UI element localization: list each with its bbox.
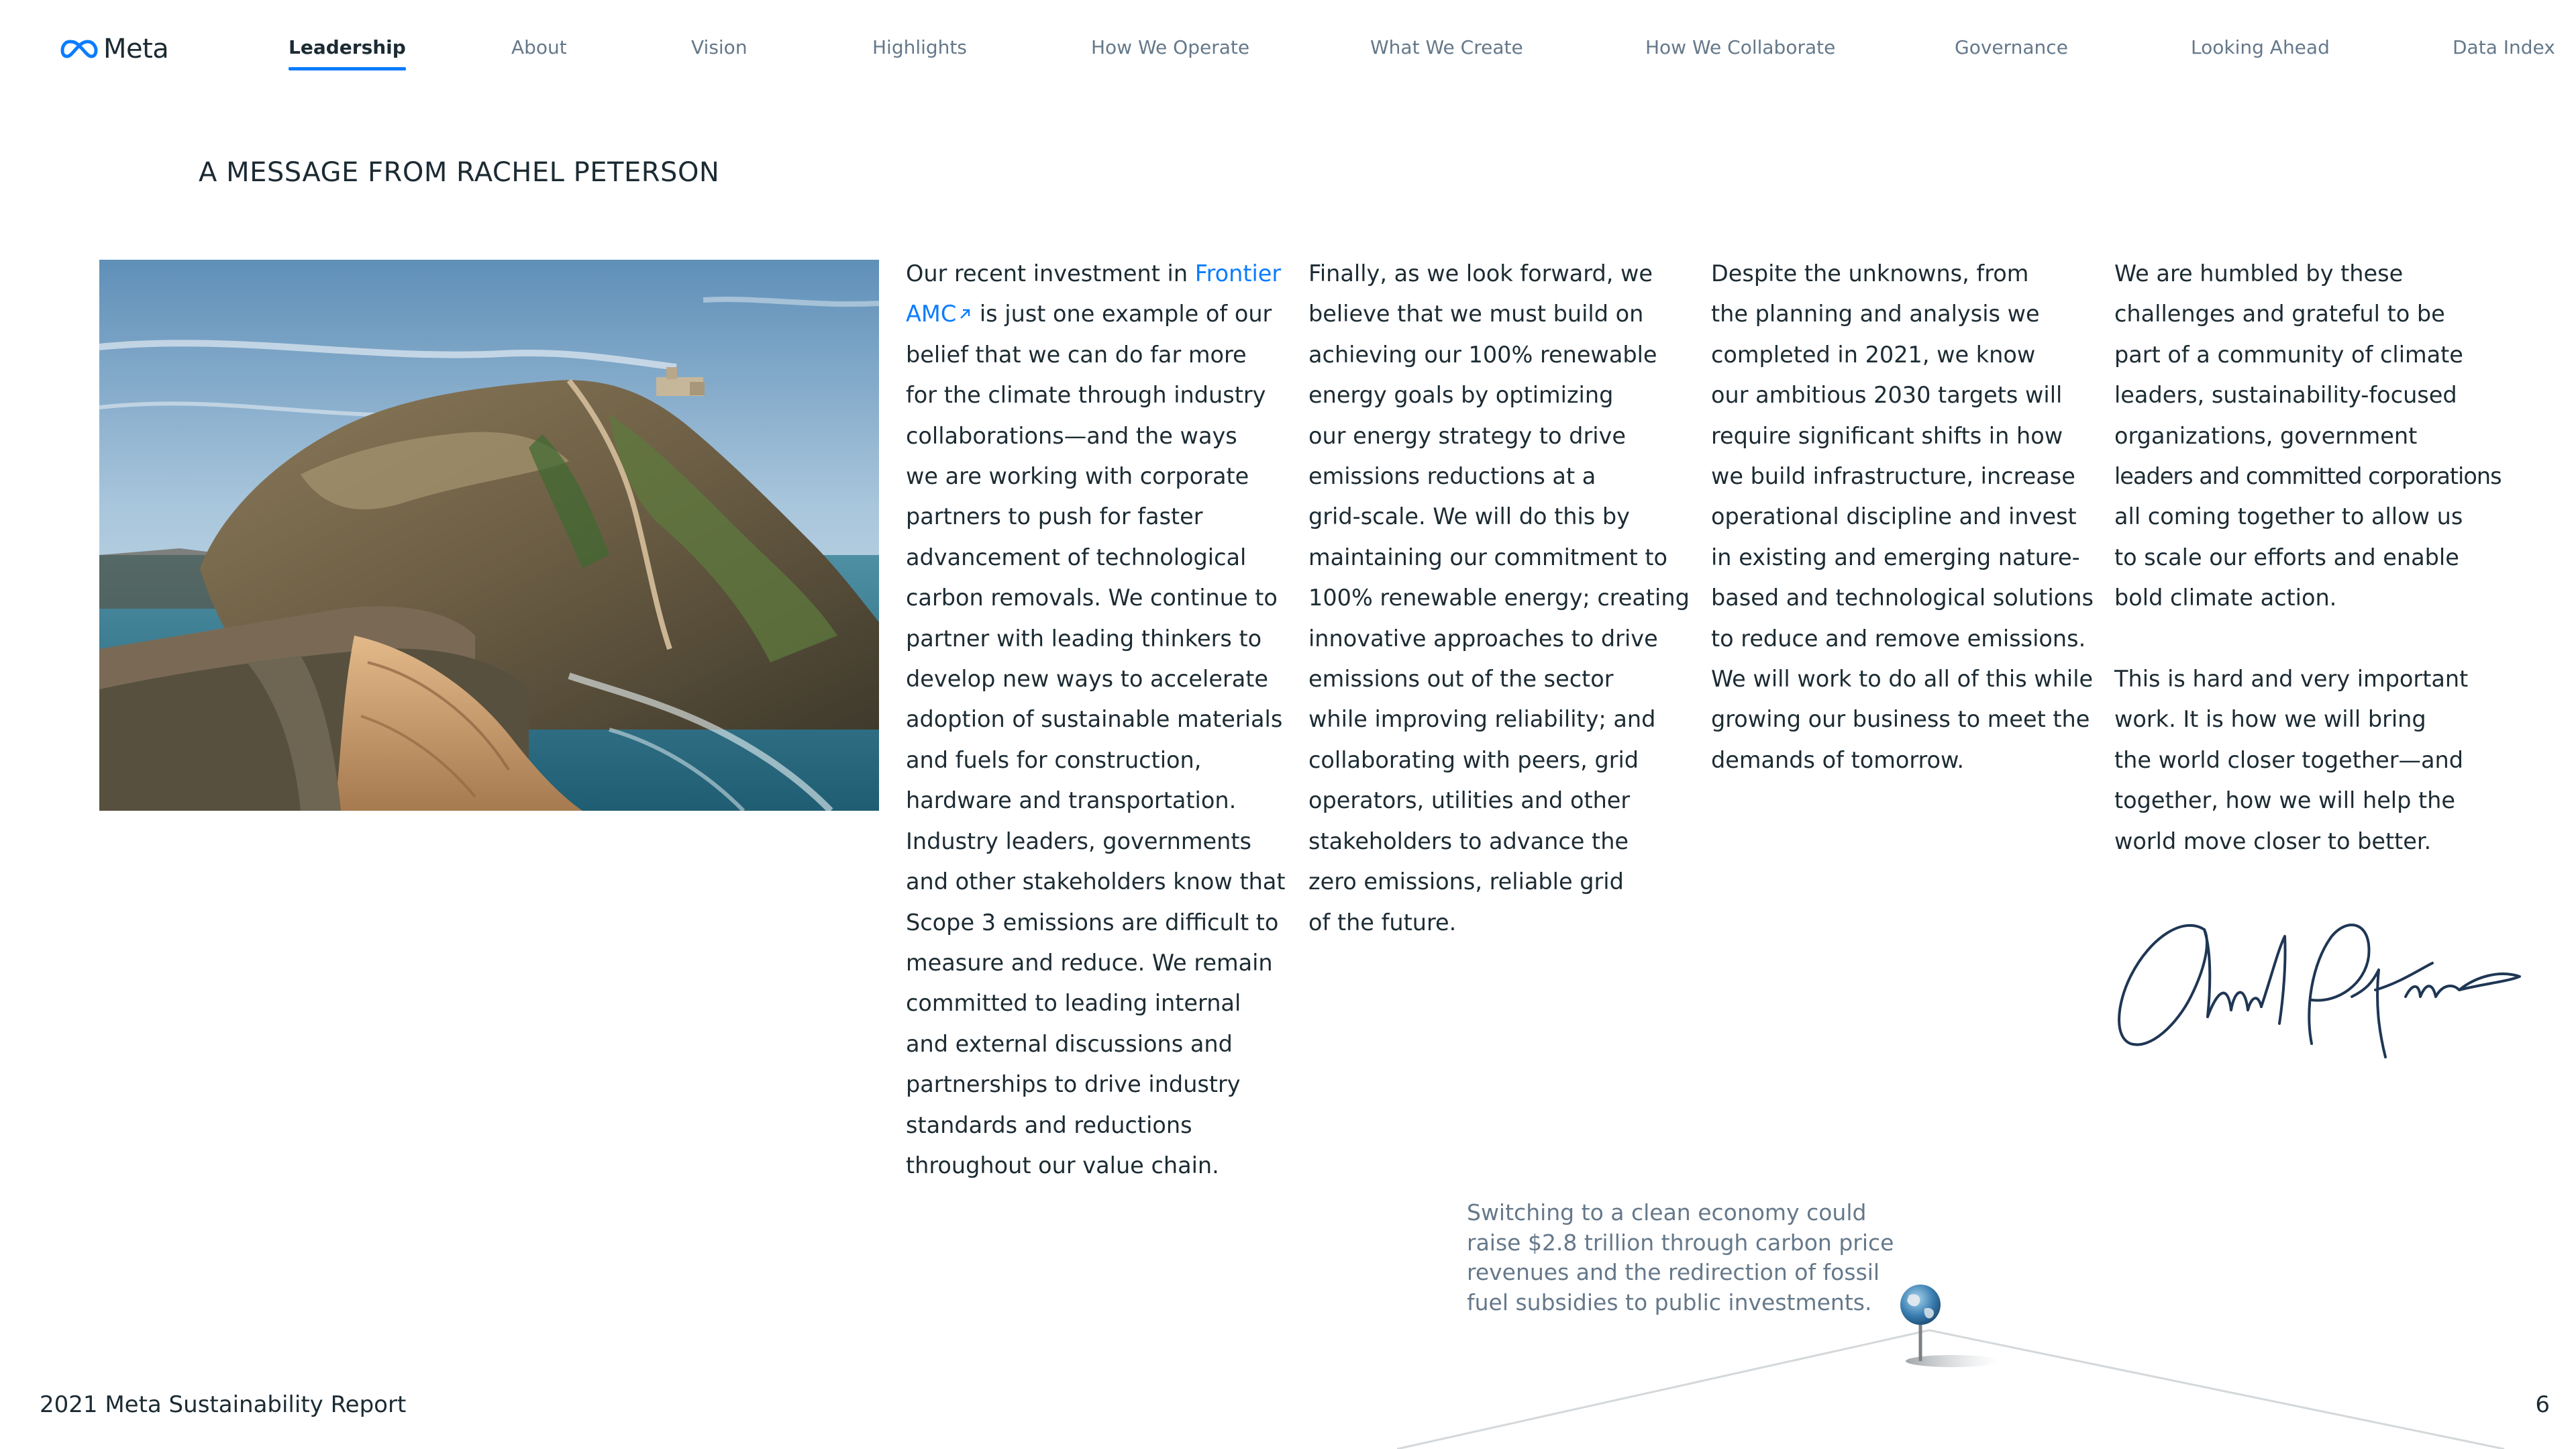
body-column-4 bbox=[2114, 254, 2502, 862]
text-line: organizations, government bbox=[2114, 422, 2418, 449]
nav-item-how-we-operate[interactable] bbox=[1091, 36, 1249, 58]
page-number: 6 bbox=[2535, 1391, 2550, 1418]
text-line: advancement of technological bbox=[906, 544, 1247, 570]
text-line: while improving reliability; and bbox=[1308, 706, 1656, 733]
nav-item-what-we-create[interactable] bbox=[1370, 36, 1523, 58]
frontier-link[interactable]: Frontier bbox=[1194, 260, 1282, 287]
nav-item-highlights[interactable] bbox=[872, 36, 967, 58]
text-line: bold climate action. bbox=[2114, 585, 2337, 611]
text-line: partner with leading thinkers to bbox=[906, 625, 1262, 652]
body-column-2 bbox=[1308, 254, 1690, 943]
text-line: innovative approaches to drive bbox=[1308, 625, 1658, 652]
nav-label: About bbox=[511, 36, 567, 58]
text-line: Industry leaders, governments bbox=[906, 828, 1251, 854]
callout-line: Switching to a clean economy could bbox=[1467, 1199, 1867, 1226]
text-line: for the climate through industry bbox=[906, 382, 1266, 409]
nav-label: How We Collaborate bbox=[1645, 36, 1836, 58]
nav-item-governance[interactable] bbox=[1955, 36, 2068, 58]
external-link-arrow-icon bbox=[958, 307, 972, 321]
text-line: Finally, as we look forward, we bbox=[1308, 260, 1653, 287]
callout-line: raise $2.8 trillion through carbon price bbox=[1467, 1229, 1894, 1256]
text-line: require significant shifts in how bbox=[1711, 422, 2063, 449]
text-line: This is hard and very important bbox=[2114, 666, 2469, 693]
body-column-3 bbox=[1711, 254, 2094, 781]
nav-label: Vision bbox=[691, 36, 748, 58]
text-line: throughout our value chain. bbox=[906, 1152, 1219, 1179]
text-line: measure and reduce. We remain bbox=[906, 949, 1273, 976]
text-line: together, how we will help the bbox=[2114, 787, 2455, 814]
nav-label: Highlights bbox=[872, 36, 967, 58]
text-line: based and technological solutions bbox=[1711, 585, 2094, 611]
nav-item-about[interactable] bbox=[511, 36, 567, 58]
text-line: leaders and committed corporations bbox=[2114, 463, 2502, 490]
footer-report-title: 2021 Meta Sustainability Report bbox=[40, 1391, 407, 1418]
globe-pin-icon bbox=[1382, 1262, 2550, 1449]
text-line: growing our business to meet the bbox=[1711, 706, 2090, 733]
text-line: part of a community of climate bbox=[2114, 341, 2463, 368]
nav-item-vision[interactable] bbox=[691, 36, 748, 58]
photo-illustration bbox=[99, 260, 879, 811]
text-line: believe that we must build on bbox=[1308, 301, 1644, 328]
text-line: We will work to do all of this while bbox=[1711, 666, 2094, 693]
text-line: leaders, sustainability-focused bbox=[2114, 382, 2457, 409]
text-line: committed to leading internal bbox=[906, 990, 1241, 1017]
text-line: partnerships to drive industry bbox=[906, 1071, 1241, 1098]
text-line: carbon removals. We continue to bbox=[906, 585, 1278, 611]
text-line: our energy strategy to drive bbox=[1308, 422, 1626, 449]
text-line: our ambitious 2030 targets will bbox=[1711, 382, 2063, 409]
text-line: adoption of sustainable materials bbox=[906, 706, 1283, 733]
nav-label: What We Create bbox=[1370, 36, 1523, 58]
text-line: develop new ways to accelerate bbox=[906, 666, 1268, 693]
text-line: emissions out of the sector bbox=[1308, 666, 1614, 693]
text-line: partners to push for faster bbox=[906, 503, 1203, 530]
text-line: challenges and grateful to be bbox=[2114, 301, 2445, 328]
text-line: in existing and emerging nature- bbox=[1711, 544, 2080, 570]
text-segment: is just one example of our bbox=[979, 301, 1272, 328]
amc-link[interactable] bbox=[906, 301, 972, 327]
text-line: achieving our 100% renewable bbox=[1308, 341, 1657, 368]
text-line: emissions reductions at a bbox=[1308, 463, 1596, 490]
text-segment: Our recent investment in bbox=[906, 260, 1188, 287]
text-line: to scale our efforts and enable bbox=[2114, 544, 2459, 570]
callout-line: fuel subsidies to public investments. bbox=[1467, 1289, 1872, 1315]
text-line: world move closer to better. bbox=[2114, 828, 2432, 854]
text-line: Despite the unknowns, from bbox=[1711, 260, 2029, 287]
nav-item-data-index[interactable] bbox=[2453, 36, 2555, 58]
text-line: the world closer together—and bbox=[2114, 746, 2464, 773]
nav-item-how-we-collaborate[interactable] bbox=[1645, 36, 1835, 58]
nav-item-looking-ahead[interactable] bbox=[2191, 36, 2330, 58]
text-line: we are working with corporate bbox=[906, 463, 1249, 490]
text-line: and other stakeholders know that bbox=[906, 868, 1286, 895]
nav-label: Governance bbox=[1955, 36, 2068, 58]
text-line: hardware and transportation. bbox=[906, 787, 1237, 814]
text-line: we build infrastructure, increase bbox=[1711, 463, 2075, 490]
meta-logo[interactable] bbox=[60, 32, 168, 66]
nav-label: Looking Ahead bbox=[2191, 36, 2330, 58]
text-line: to reduce and remove emissions. bbox=[1711, 625, 2086, 652]
text-line: and external discussions and bbox=[906, 1030, 1233, 1057]
nav-label: How We Operate bbox=[1091, 36, 1250, 58]
text-line: demands of tomorrow. bbox=[1711, 746, 1965, 773]
text-line: energy goals by optimizing bbox=[1308, 382, 1614, 409]
nav-label: Leadership bbox=[289, 36, 406, 58]
coastal-island-photo bbox=[99, 260, 879, 811]
meta-infinity-logo-icon bbox=[60, 39, 98, 59]
body-column-1 bbox=[906, 254, 1286, 1186]
text-line: 100% renewable energy; creating bbox=[1308, 585, 1690, 611]
text-line: standards and reductions bbox=[906, 1111, 1192, 1138]
text-line: operators, utilities and other bbox=[1308, 787, 1631, 814]
text-line: Scope 3 emissions are difficult to bbox=[906, 909, 1279, 936]
text-line: the planning and analysis we bbox=[1711, 301, 2040, 328]
text-line: of the future. bbox=[1308, 909, 1457, 936]
text-line: collaborating with peers, grid bbox=[1308, 746, 1639, 773]
meta-wordmark: Meta bbox=[103, 34, 169, 64]
paragraph-gap bbox=[2114, 619, 2502, 659]
text-line: work. It is how we will bring bbox=[2114, 706, 2426, 733]
text-line bbox=[906, 254, 1286, 294]
text-line: belief that we can do far more bbox=[906, 341, 1247, 368]
text-line: zero emissions, reliable grid bbox=[1308, 868, 1624, 895]
text-line: maintaining our commitment to bbox=[1308, 544, 1668, 570]
text-line: We are humbled by these bbox=[2114, 260, 2404, 287]
text-line: operational discipline and invest bbox=[1711, 503, 2077, 530]
text-line: all coming together to allow us bbox=[2114, 503, 2463, 530]
text-line: and fuels for construction, bbox=[906, 746, 1202, 773]
handwritten-signature bbox=[2110, 909, 2526, 1081]
active-tab-indicator bbox=[289, 67, 406, 70]
link-text: AMC bbox=[906, 301, 957, 328]
text-line: collaborations—and the ways bbox=[906, 422, 1237, 449]
callout-line: revenues and the redirection of fossil bbox=[1467, 1259, 1880, 1285]
text-line: grid-scale. We will do this by bbox=[1308, 503, 1630, 530]
nav-label: Data Index bbox=[2453, 36, 2555, 58]
text-line: stakeholders to advance the bbox=[1308, 828, 1629, 854]
nav-item-leadership[interactable] bbox=[289, 36, 406, 58]
text-line: completed in 2021, we know bbox=[1711, 341, 2036, 368]
page-title: A MESSAGE FROM RACHEL PETERSON bbox=[199, 157, 720, 188]
text-line bbox=[906, 294, 1286, 334]
